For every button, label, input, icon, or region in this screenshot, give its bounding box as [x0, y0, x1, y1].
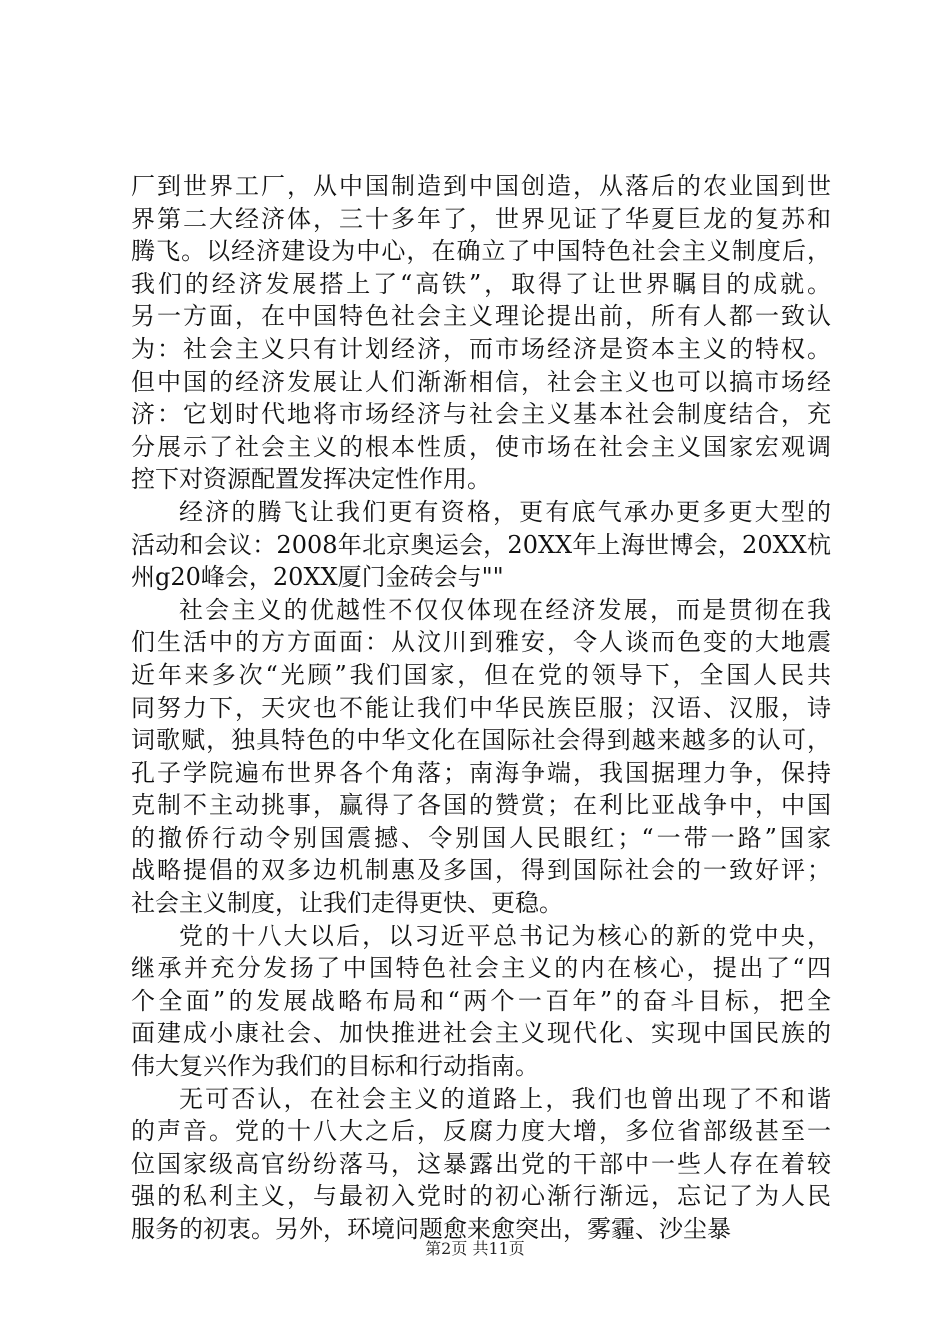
- paragraph: [131, 594, 831, 920]
- paragraph: [131, 496, 831, 594]
- text-line: 厂到世界工厂，从中国制造到中国创造，从落后的农业国到世: [131, 172, 831, 200]
- text-line: 孔子学院遍布世界各个角落；南海争端，我国据理力争，保持: [131, 758, 831, 787]
- text-line: 的撤侨行动令别国震撼、令别国人民眼红；“一带一路”国家: [131, 823, 831, 852]
- text-line: 伟大复兴作为我们的目标和行动指南。: [131, 1052, 539, 1081]
- text-line: 们生活中的方方面面：从汶川到雅安，令人谈而色变的大地震: [131, 628, 831, 657]
- text-line: 近年来多次“光顾”我们国家，但在党的领导下，全国人民共: [131, 660, 831, 689]
- text-line: 分展示了社会主义的根本性质，使市场在社会主义国家宏观调: [131, 432, 831, 461]
- text-line: 济：它划时代地将市场经济与社会主义基本社会制度结合，充: [131, 400, 831, 429]
- text-line: 的声音。党的十八大之后，反腐力度大增，多位省部级甚至一: [131, 1117, 831, 1146]
- text-line: 位国家级高官纷纷落马，这暴露出党的干部中一些人存在着较: [131, 1149, 831, 1178]
- paragraph: [131, 1083, 831, 1246]
- paragraph: [131, 170, 831, 496]
- text-line: 同努力下，天灾也不能让我们中华民族臣服；汉语、汉服，诗: [131, 693, 831, 722]
- text-line: 为：社会主义只有计划经济，而市场经济是资本主义的特权。: [131, 334, 831, 363]
- paragraph: [131, 920, 831, 1083]
- text-line: 继承并充分发扬了中国特色社会主义的内在核心，提出了“四: [131, 954, 831, 983]
- page-footer: 第2页 共11页: [425, 1239, 525, 1258]
- text-line: 党的十八大以后，以习近平总书记为核心的新的党中央，: [179, 921, 831, 950]
- text-line: 腾飞。以经济建设为中心，在确立了中国特色社会主义制度后，: [131, 237, 831, 266]
- text-line: 社会主义制度，让我们走得更快、更稳。: [131, 889, 563, 918]
- text-line: 战略提倡的双多边机制惠及多国，得到国际社会的一致好评；: [131, 856, 831, 885]
- text-line: 社会主义的优越性不仅仅体现在经济发展，而是贯彻在我: [179, 595, 831, 624]
- text-line: 面建成小康社会、加快推进社会主义现代化、实现中国民族的: [131, 1019, 831, 1048]
- text-line: 我们的经济发展搭上了“高铁”，取得了让世界瞩目的成就。: [131, 269, 831, 298]
- text-line: 克制不主动挑事，赢得了各国的赞赏；在利比亚战争中，中国: [131, 791, 831, 820]
- text-line: 经济的腾飞让我们更有资格，更有底气承办更多更大型的: [179, 497, 831, 526]
- text-line: 活动和会议：2008年北京奥运会，20XX年上海世博会，20XX杭: [131, 530, 831, 559]
- document-body: [131, 170, 831, 1246]
- text-line: 强的私利主义，与最初入党时的初心渐行渐远，忘记了为人民: [131, 1182, 831, 1211]
- text-line: 服务的初衷。另外，环境问题愈来愈突出，雾霾、沙尘暴: [131, 1215, 731, 1243]
- text-line: 界第二大经济体，三十多年了，世界见证了华夏巨龙的复苏和: [131, 204, 831, 233]
- text-line: 但中国的经济发展让人们渐渐相信，社会主义也可以搞市场经: [131, 367, 831, 396]
- text-line: 另一方面，在中国特色社会主义理论提出前，所有人都一致认: [131, 302, 831, 331]
- text-line: 词歌赋，独具特色的中华文化在国际社会得到越来越多的认可，: [131, 726, 831, 755]
- text-line: 州g20峰会，20XX厦门金砖会与"": [131, 563, 504, 592]
- text-line: 个全面”的发展战略布局和“两个一百年”的奋斗目标，把全: [131, 986, 831, 1015]
- text-line: 控下对资源配置发挥决定性作用。: [131, 465, 491, 494]
- text-line: 无可否认，在社会主义的道路上，我们也曾出现了不和谐: [179, 1084, 831, 1113]
